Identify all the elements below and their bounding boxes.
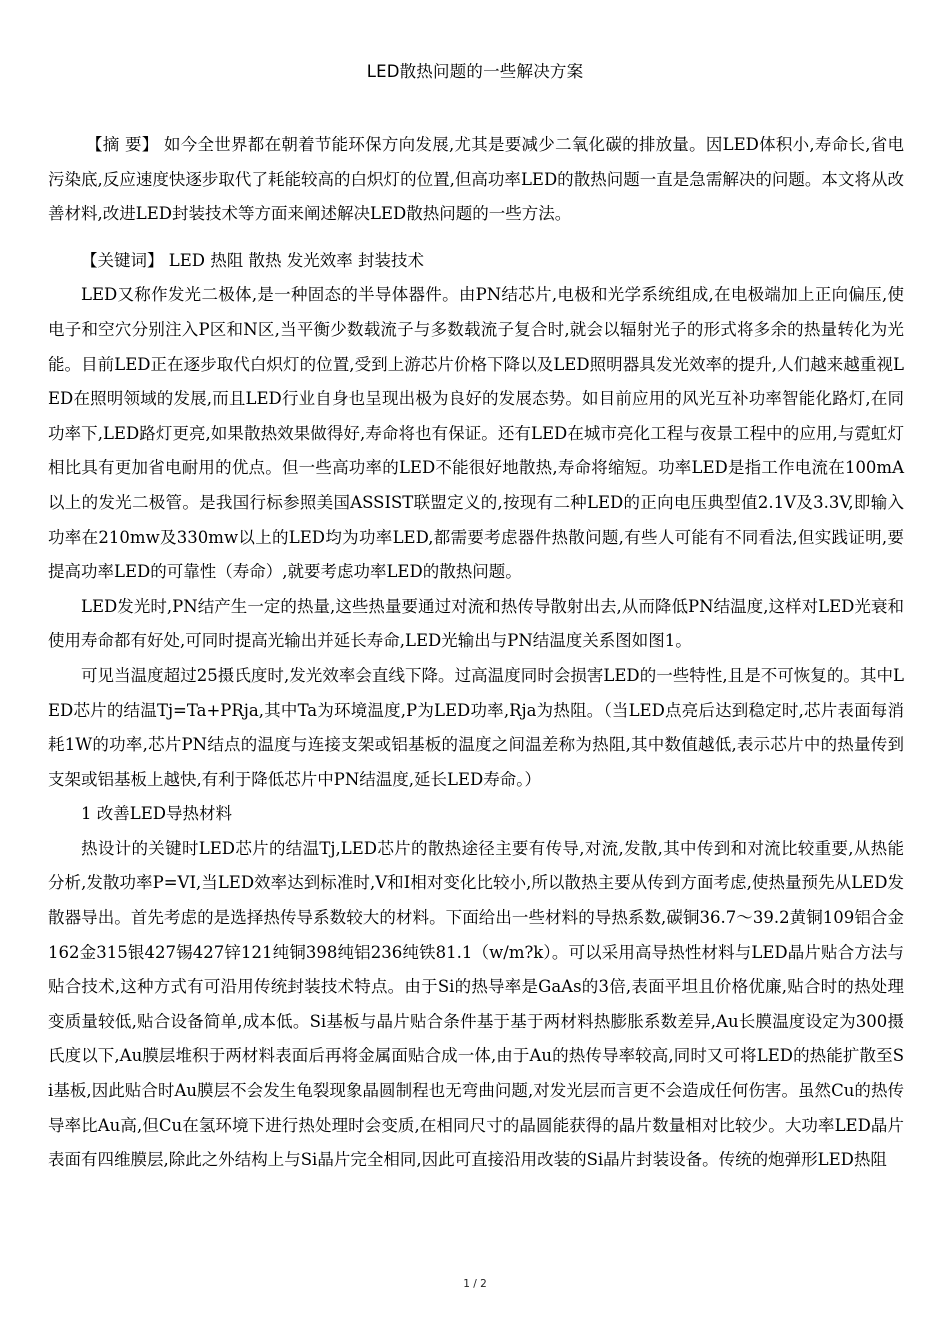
body-text: [48, 128, 904, 1178]
page-number: 1 / 2: [463, 1278, 487, 1290]
body-paragraph: LED发光时,PN结产生一定的热量,这些热量要通过对流和热传导散射出去,从而降低PN结温度,这样对LED光衰和使用寿命都有好处,可同时提高光输出并延长寿命,LED光输出与PN结温度关系图如图1。: [48, 596, 904, 651]
section-heading: 1 改善LED导热材料: [81, 804, 232, 824]
body-paragraph: 热设计的关键时LED芯片的结温Tj,LED芯片的散热途径主要有传导,对流,发散,其中传到和对流比较重要,从热能分析,发散功率P=VI,当LED效率达到标准时,V和I相对变化比较小,所以散热主要从传到方面考虑,使热量预先从LED发散器导出。首先考虑的是选择热传导系数较大的材料。下面给出一些材料的导热系数,碳铜36.7～39.2黄铜109铝合金162金315银427锡427锌121纯铜398纯铝236纯铁81.1（w/m?k）。可以采用高导热性材料与LED晶片贴合方法与贴合技术,这种方式有可沿用传统封装技术特点。由于Si的热导率是GaAs的3倍,表面平坦且价格优廉,贴合时的热处理变质量较低,贴合设备简单,成本低。Si基板与晶片贴合条件基于基于两材料热膨胀系数差异,Au长膜温度设定为300摄氏度以下,Au膜层堆积于两材料表面后再将金属面贴合成一体,由于Au的热传导率较高,同时又可将LED的热能扩散至Si基板,因此贴合时Au膜层不会发生龟裂现象晶圆制程也无弯曲问题,对发光层而言更不会造成任何伤害。虽然Cu的热传导率比Au高,但Cu在氢环境下进行热处理时会变质,在相同尺寸的晶圆能获得的晶片数量相对比较少。大功率LED晶片表面有四维膜层,除此之外结构上与Si晶片完全相同,因此可直接沿用改装的Si晶片封装设备。传统的炮弹形LED热阻: [48, 838, 904, 1170]
body-paragraph: 可见当温度超过25摄氏度时,发光效率会直线下降。过高温度同时会损害LED的一些特性,且是不可恢复的。其中LED芯片的结温Tj=Ta+PRja,其中Ta为环境温度,P为LED功率,Rja为热阻。（当LED点亮后达到稳定时,芯片表面每消耗1W的功率,芯片PN结点的温度与连接支架或铝基板的温度之间温差称为热阻,其中数值越低,表示芯片中的热量传到支架或铝基板上越快,有利于降低芯片中PN结温度,延长LED寿命。）: [48, 665, 904, 789]
abstract-paragraph: 【摘 要】 如今全世界都在朝着节能环保方向发展,尤其是要减少二氧化碳的排放量。因LED体积小,寿命长,省电污染底,反应速度快逐步取代了耗能较高的白炽灯的位置,但高功率LED的散热问题一直是急需解决的问题。本文将从改善材料,改进LED封装技术等方面来阐述解决LED散热问题的一些方法。: [48, 135, 904, 224]
page-title: LED散热问题的一些解决方案: [366, 62, 584, 81]
keywords-paragraph: 【关键词】 LED 热阻 散热 发光效率 封装技术: [81, 250, 424, 270]
body-paragraph: LED又称作发光二极体,是一种固态的半导体器件。由PN结芯片,电极和光学系统组成,在电极端加上正向偏压,使电子和空穴分别注入P区和N区,当平衡少数载流子与多数载流子复合时,就会以辐射光子的形式将多余的热量转化为光能。目前LED正在逐步取代白炽灯的位置,受到上游芯片价格下降以及LED照明器具发光效率的提升,人们越来越重视LED在照明领域的发展,而且LED行业自身也呈现出极为良好的发展态势。如目前应用的风光互补功率智能化路灯,在同功率下,LED路灯更亮,如果散热效果做得好,寿命将也有保证。还有LED在城市亮化工程与夜景工程中的应用,与霓虹灯相比具有更加省电耐用的优点。但一些高功率的LED不能很好地散热,寿命将缩短。功率LED是指工作电流在100mA以上的发光二极管。是我国行标参照美国ASSIST联盟定义的,按现有二种LED的正向电压典型值2.1V及3.3V,即输入功率在210mw及330mw以上的LED均为功率LED,都需要考虑器件热散问题,有些人可能有不同看法,但实践证明,要提高功率LED的可靠性（寿命）,就要考虑功率LED的散热问题。: [48, 285, 904, 582]
